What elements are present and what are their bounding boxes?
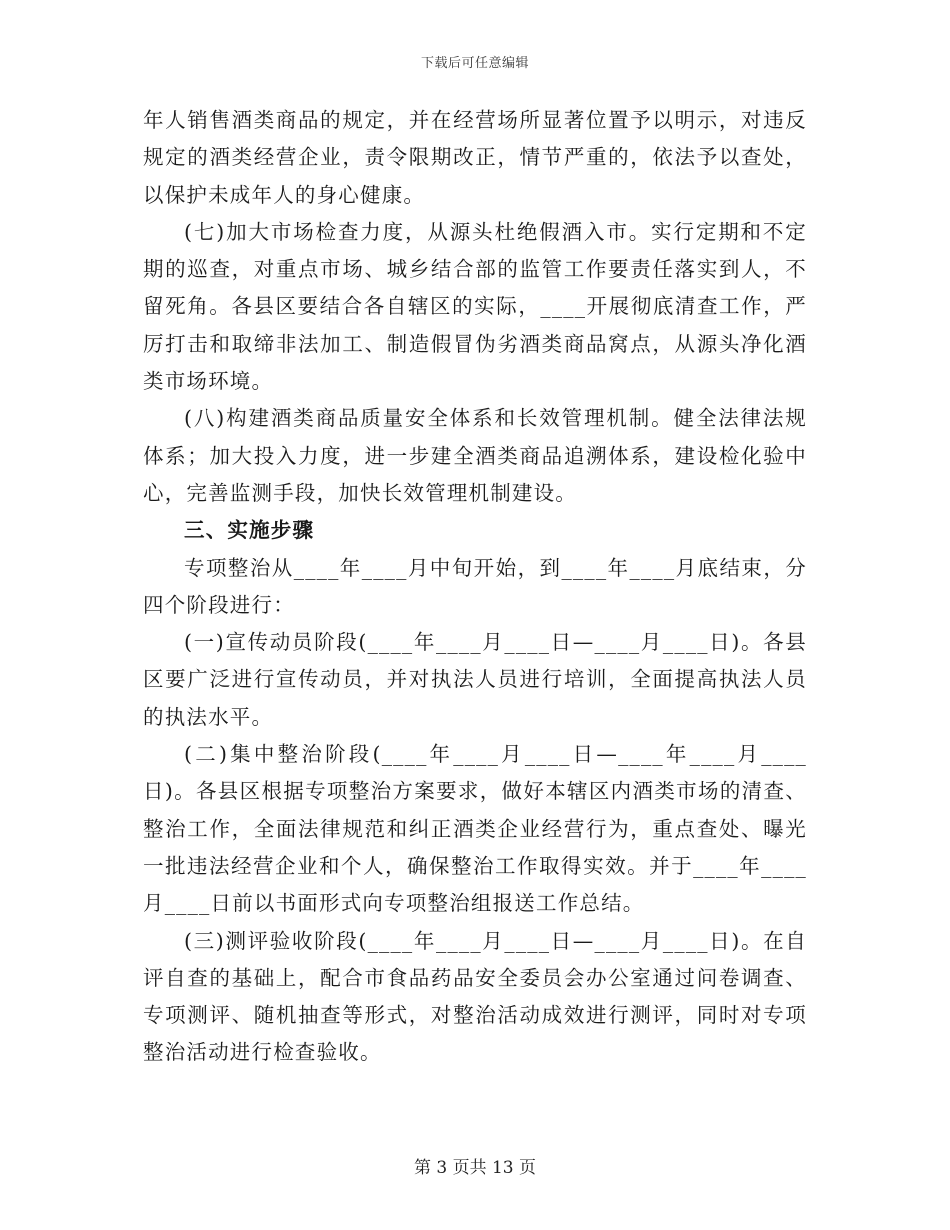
document-body xyxy=(143,102,807,1072)
paragraph-schedule-intro: 专项整治从____年____月中旬开始，到____年____月底结束，分四个阶段进行： xyxy=(143,555,807,617)
paragraph-item-7: (七)加大市场检查力度，从源头杜绝假酒入市。实行定期和不定期的巡查，对重点市场、城乡结合部的监管工作要责任落实到人，不留死角。各县区要结合各自辖区的实际，____开展彻底清查工作，严厉打击和取缔非法加工、制造假冒伪劣酒类商品窝点，从源头净化酒类市场环境。 xyxy=(143,219,807,394)
paragraph-continuation: 年人销售酒类商品的规定，并在经营场所显著位置予以明示，对违反规定的酒类经营企业，责令限期改正，情节严重的，依法予以查处，以保护未成年人的身心健康。 xyxy=(143,108,807,207)
paragraph-stage-1: (一)宣传动员阶段(____年____月____日—____月____日)。各县区要广泛进行宣传动员，并对执法人员进行培训，全面提高执法人员的执法水平。 xyxy=(143,630,807,729)
paragraph-stage-3: (三)测评验收阶段(____年____月____日—____月____日)。在自评自查的基础上，配合市食品药品安全委员会办公室通过问卷调查、专项测评、随机抽查等形式，对整治活动成效进行测评，同时对专项整治活动进行检查验收。 xyxy=(143,928,807,1065)
paragraph-stage-2: (二)集中整治阶段(____年____月____日—____年____月____日)。各县区根据专项整治方案要求，做好本辖区内酒类市场的清查、整治工作，全面法律规范和纠正酒类企业经营行为，重点查处、曝光一批违法经营企业和个人，确保整治工作取得实效。并于____年____月____日前以书面形式向专项整治组报送工作总结。 xyxy=(143,742,807,916)
page-header: 下载后可任意编辑 xyxy=(420,56,529,71)
page-number: 第 3 页共 13 页 xyxy=(413,1158,537,1178)
paragraph-item-8: (八)构建酒类商品质量安全体系和长效管理机制。健全法律法规体系；加大投入力度，进一步建全酒类商品追溯体系，建设检化验中心，完善监测手段，加快长效管理机制建设。 xyxy=(143,406,807,505)
section-heading-implementation-steps: 三、实施步骤 xyxy=(184,518,315,543)
